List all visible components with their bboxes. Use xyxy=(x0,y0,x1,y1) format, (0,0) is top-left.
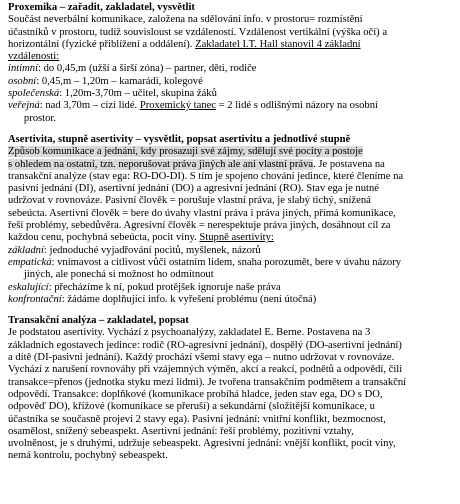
text-line xyxy=(8,220,452,232)
text-line xyxy=(8,183,452,195)
text-line xyxy=(8,352,452,364)
italic-term: společenská xyxy=(8,88,60,100)
text-span: horizontální (fyzické přiblížení a oddálení). xyxy=(8,38,196,50)
text-line xyxy=(8,414,452,426)
text-span: : nad 3,70m – cizí lidé. xyxy=(39,100,140,112)
text-line xyxy=(8,450,452,462)
text-span: = 2 lidé s odlišnými názory na osobní xyxy=(216,100,378,112)
italic-term: osobní xyxy=(8,75,37,87)
underlined-text: Stupně asertivity: xyxy=(199,232,274,244)
text-line xyxy=(8,171,452,183)
text-line xyxy=(8,327,452,339)
text-span: udržovat v rovnováze. Pasivní člověk = porušuje vlastní práva, je slabý tichý, snížená xyxy=(8,195,371,207)
text-line xyxy=(8,208,452,220)
text-line xyxy=(8,340,452,352)
text-line xyxy=(8,195,452,207)
section-transakcni-analyza xyxy=(8,315,452,463)
text-line xyxy=(8,438,452,450)
text-line xyxy=(8,76,452,88)
text-line xyxy=(8,401,452,413)
text-line xyxy=(8,100,452,112)
text-span: : žádáme doplňující info. k vyřešení problému (není útočná) xyxy=(61,293,317,305)
highlighted-text: s ohledem na ostatní, tzn. neporušovat práva jiných ale ani vlastní práva xyxy=(8,158,314,170)
text-line xyxy=(8,257,452,269)
italic-term: základní xyxy=(8,244,44,256)
text-line xyxy=(8,282,452,294)
text-span: : přecházíme k ní, pokud protějšek ignoruje naše práva xyxy=(48,281,281,293)
text-line xyxy=(8,377,452,389)
text-line xyxy=(8,51,452,63)
text-line xyxy=(8,389,452,401)
text-span: Vychází z narušení rovnováhy při vzájemných výměn, akcí a reakcí, podnětů a odpovědí, čili xyxy=(8,364,403,376)
text-line xyxy=(8,27,452,39)
text-span: odpovědí. Transakce: doplňkové (komunikace probíhá hladce, jeden stav ega, DO s DO, xyxy=(8,388,383,400)
text-span: : 1,20m-3,70m – učitel, skupina žáků xyxy=(59,88,217,100)
text-line xyxy=(8,88,452,100)
text-span: Součást neverbální komunikace, založena na sdělování info. v prostoru= rozmístění xyxy=(8,14,363,26)
italic-term: konfrontační xyxy=(8,293,62,305)
text-span: a dítě (DI-pasivní jednání). Každý prochází všemi stavy ega – nutno udržovat v rovnováze. xyxy=(8,352,395,364)
italic-term: eskalující xyxy=(8,281,49,293)
text-span: : vnímavost a citlivost vůči ostatním lidem, snaha porozumět, bere v úvahu názory xyxy=(51,256,402,268)
italic-term: empatická xyxy=(8,256,52,268)
text-span: Transakční analýza – zakladatel, popsat xyxy=(8,315,189,327)
section-heading xyxy=(8,315,452,327)
text-line xyxy=(8,426,452,438)
text-span: nemá kontrolu, pochybný sebeaspekt. xyxy=(8,450,168,462)
text-span: odpověď DO), křížové (komunikace se přeruší) a sekundární (složitější komunikace, u xyxy=(8,401,375,413)
text-span: pasivní jednání (DI), asertivní jednání (DO) a agresivní jednání (RO). Stav ega je nutné xyxy=(8,183,379,195)
text-span: každou cenu, pochybná sebeúcta, pocit viny. xyxy=(8,232,200,244)
text-line xyxy=(8,14,452,26)
text-span: sebeúcta. Asertivní člověk = bere do úvahy vlastní práva i práva jiných, přímá komunikace, xyxy=(8,207,396,219)
text-line xyxy=(8,63,452,75)
underlined-text: Proxemický tanec xyxy=(139,100,217,112)
text-line xyxy=(8,232,452,244)
text-line xyxy=(8,113,452,125)
text-line xyxy=(8,294,452,306)
text-span: transakce=přenos (jednotka styku mezi lidmi). Je tvořena transakčním podmětem a transakční xyxy=(8,376,407,388)
section-heading xyxy=(8,2,452,14)
text-span: : 0,45,m – 1,20m – kamarádi, kolegové xyxy=(36,75,203,87)
text-span: řeší problémy, sebedůvěra. Agresivní člověk = nerespektuje práva jiných, dosáhnout cíl za xyxy=(8,220,391,232)
text-span: . Je postavena na xyxy=(313,158,385,170)
text-span: účastníků v prostoru, tudíž souvisloust se vzdáleností. Vzdálenost vertikální (výška očí) a xyxy=(8,26,388,38)
text-span: : do 0,45,m (užší a širší zóna) – partner, děti, rodiče xyxy=(38,63,257,75)
text-span: Asertivita, stupně asertivity – vysvětlit, popsat asertivitu a jednotlivé stupně xyxy=(8,133,351,145)
text-span: : jednoduché vyjadřování pocitů, myšlenek, názorů xyxy=(43,244,261,256)
highlighted-text: Způsob komunikace a jednání, kdy prosazuji své zájmy, sdělují své pocity a postoje xyxy=(8,146,363,158)
text-span: uvolněnost, je s druhými, udržuje sebeaspekt. Agresivní jednání: vnější konflikt, pocit viny, xyxy=(8,438,396,450)
text-line xyxy=(8,159,452,171)
text-span: prostor. xyxy=(8,112,56,124)
italic-term: veřejná xyxy=(8,100,40,112)
underlined-text: vzdálenosti: xyxy=(8,51,60,63)
text-line xyxy=(8,245,452,257)
section-heading xyxy=(8,134,452,146)
text-span: transakční analýze (stav ega: RO-DO-DI). S tím je spojeno chování jedince, které členíme na xyxy=(8,170,404,182)
text-span: Proxemika – zařadit, zakladatel, vysvětlit xyxy=(8,2,195,13)
text-line xyxy=(8,39,452,51)
underlined-text: Zakladatel I.T. Hall stanovil 4 základní xyxy=(195,38,361,50)
text-line xyxy=(8,146,452,158)
text-span: účastníka se současně projeví 2 stavy ega). Pasivní jednání: vnitřní konflikt, bezmocnost, xyxy=(8,413,386,425)
section-asertivita xyxy=(8,134,452,306)
text-span: Je podstatou asertivity. Vychází z psychoanalýzy, zakladatel E. Berne. Postavena na 3 xyxy=(8,327,371,339)
text-span: základních egostavech jedince: rodič (RO-agresivní jednání), dospělý (DO-asertivní jednání) xyxy=(8,339,402,351)
text-line xyxy=(8,269,452,281)
italic-term: intimní xyxy=(8,63,39,75)
text-line xyxy=(8,364,452,376)
section-proxemika xyxy=(8,2,452,125)
text-span: osamělost, snížený sebeaspekt. Asertivní jednání: řeší problémy, pozitivní vztahy, xyxy=(8,425,354,437)
text-span: jiných, ale ponechá si možnost ho odmítnout xyxy=(8,269,214,281)
